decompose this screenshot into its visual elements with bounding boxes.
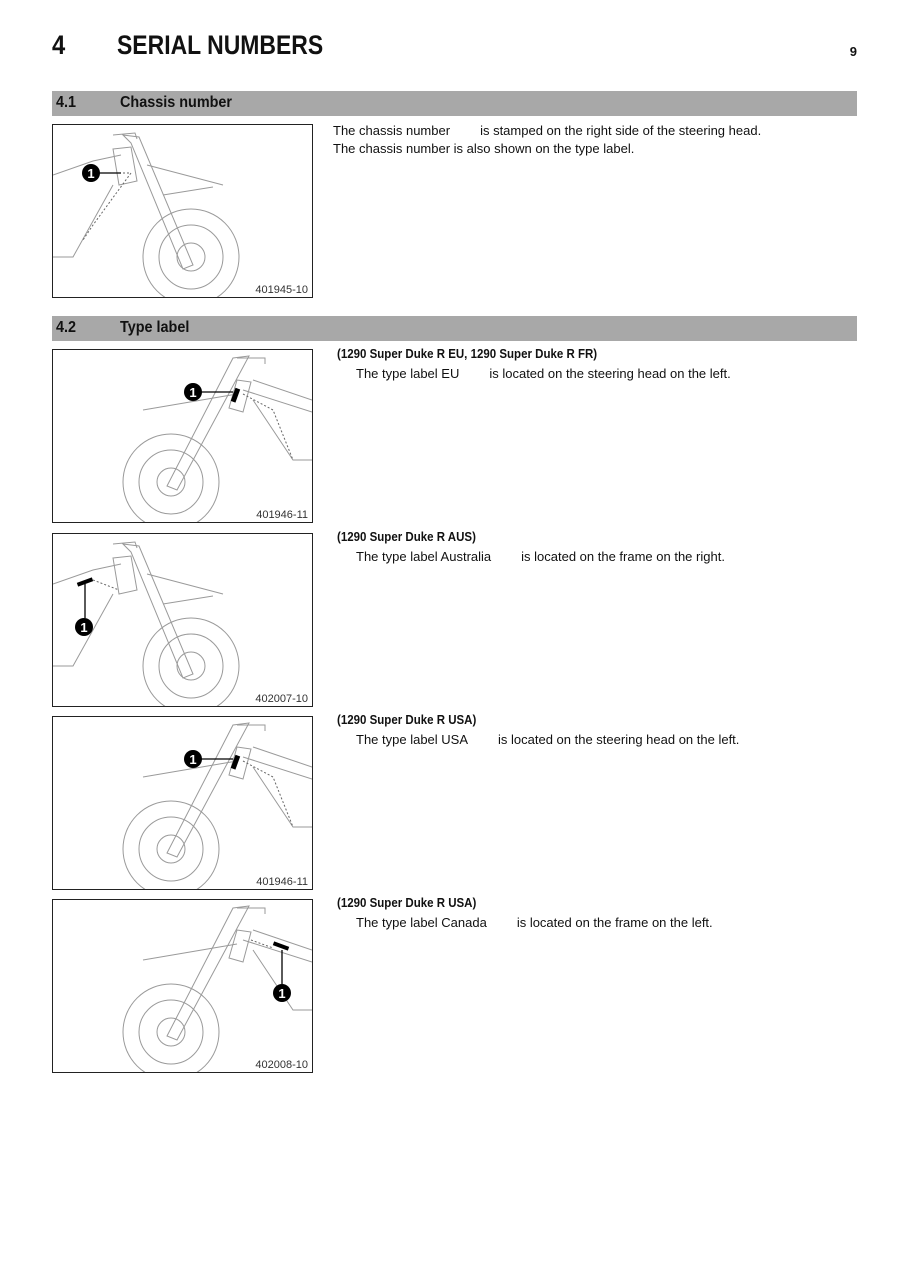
- variant-heading: (1290 Super Duke R USA): [337, 896, 477, 910]
- section-title: Type label: [120, 319, 190, 336]
- section-number: 4.2: [56, 319, 77, 336]
- callout-label: 1: [80, 620, 88, 635]
- text-fragment: The type label Canada: [356, 915, 487, 930]
- text-fragment: The type label EU: [356, 366, 460, 381]
- callout-label: 1: [278, 986, 286, 1001]
- chassis-text-line-2: The chassis number is also shown on the type label.: [333, 141, 635, 156]
- type-label-eu-figure: [52, 349, 313, 523]
- motorcycle-front-left-illustration: [53, 717, 312, 889]
- section-title: Chassis number: [120, 94, 233, 111]
- motorcycle-front-left-illustration: [53, 900, 312, 1072]
- figure-code: 401946-11: [256, 876, 308, 888]
- callout-label: 1: [189, 752, 197, 767]
- chapter-number: 4: [52, 30, 66, 60]
- text-fragment: is located on the steering head on the left.: [498, 732, 740, 747]
- type-label-australia-text: [356, 548, 725, 566]
- text-fragment: is stamped on the right side of the steering head.: [480, 123, 762, 138]
- chassis-number-figure: [52, 124, 313, 298]
- type-label-canada-figure: [52, 899, 313, 1073]
- figure-code: 402008-10: [255, 1059, 308, 1071]
- section-header-type-label: [52, 316, 857, 341]
- motorcycle-front-right-illustration: [53, 534, 312, 706]
- chassis-text-line-1: [333, 122, 761, 140]
- type-label-usa-text: [356, 731, 739, 749]
- text-fragment: The chassis number: [333, 123, 451, 138]
- text-fragment: is located on the frame on the right.: [521, 549, 725, 564]
- text-fragment: is located on the steering head on the left.: [489, 366, 731, 381]
- section-header-chassis-number: [52, 91, 857, 116]
- chapter-title: SERIAL NUMBERS: [117, 30, 324, 60]
- page-number: 9: [849, 44, 857, 59]
- text-fragment: The type label USA: [356, 732, 469, 747]
- text-fragment: The type label Australia: [356, 549, 492, 564]
- type-label-australia-figure: [52, 533, 313, 707]
- section-number: 4.1: [56, 94, 77, 111]
- figure-code: 402007-10: [255, 693, 308, 705]
- figure-code: 401946-11: [256, 509, 308, 521]
- variant-heading: (1290 Super Duke R AUS): [337, 530, 476, 544]
- type-label-eu-text: [356, 365, 731, 383]
- motorcycle-front-left-illustration: [53, 350, 312, 522]
- motorcycle-front-right-illustration: [53, 125, 312, 297]
- type-label-canada-text: [356, 914, 713, 932]
- variant-heading: (1290 Super Duke R EU, 1290 Super Duke R FR): [337, 347, 598, 361]
- figure-code: 401945-10: [255, 284, 308, 296]
- type-label-usa-figure: [52, 716, 313, 890]
- variant-heading: (1290 Super Duke R USA): [337, 713, 477, 727]
- callout-label: 1: [87, 166, 95, 181]
- callout-label: 1: [189, 385, 197, 400]
- text-fragment: is located on the frame on the left.: [516, 915, 713, 930]
